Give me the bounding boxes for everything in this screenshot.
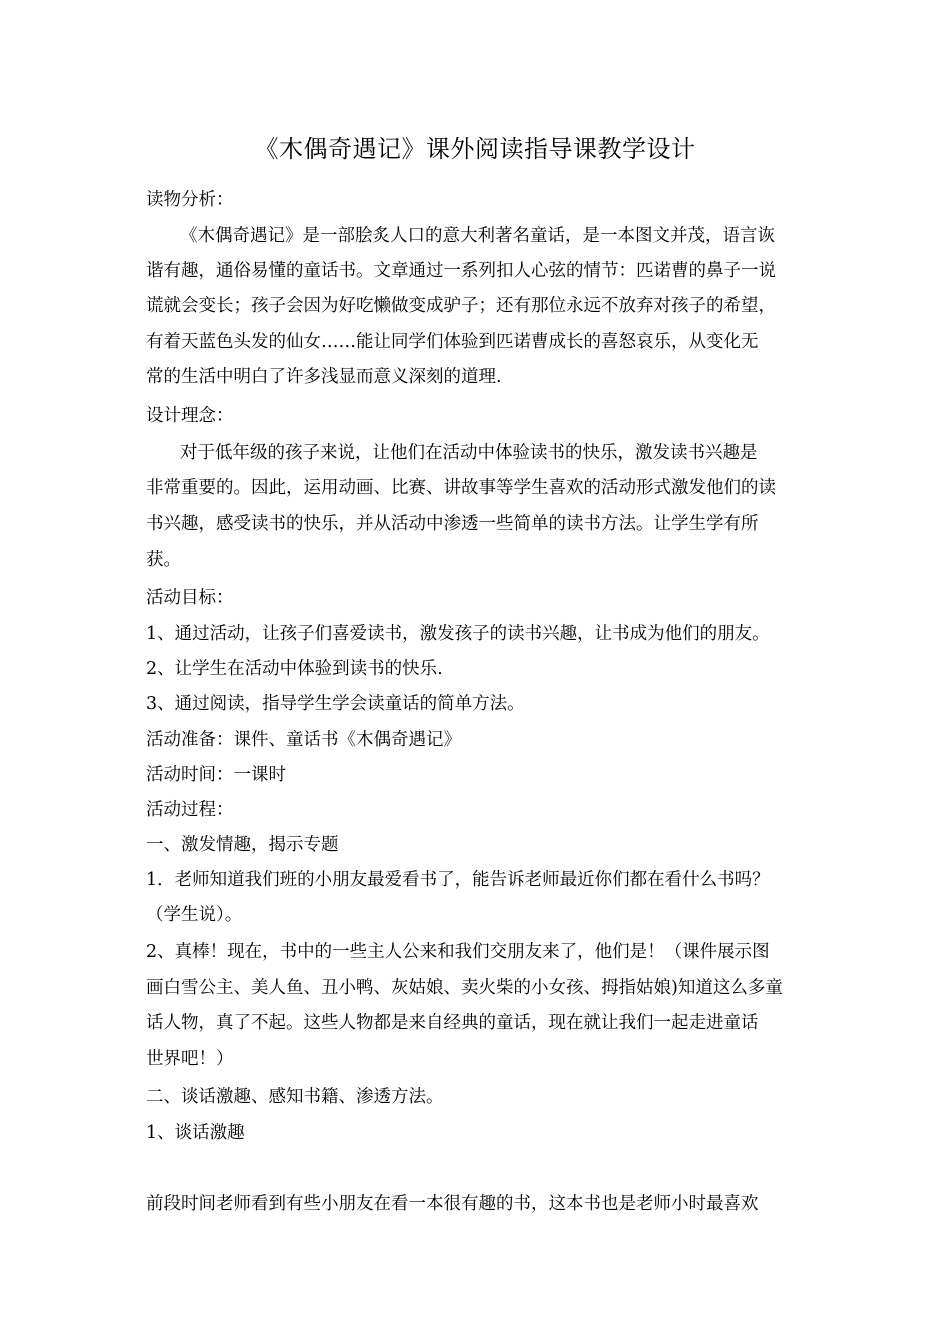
section-heading: 读物分析： [146,190,234,210]
section-heading: 设计理念： [146,406,234,426]
section-heading: 活动目标： [146,588,234,608]
list-item: 1、通过活动，让孩子们喜爱读书，激发孩子的读书兴趣，让书成为他们的朋友。 [146,624,770,644]
paragraph-line: 有着天蓝色头发的仙女……能让同学们体验到匹诺曹成长的喜怒哀乐，从变化无 [146,332,759,352]
paragraph-line: 世界吧！） [146,1049,234,1069]
paragraph-line: 谐有趣，通俗易懂的童话书。文章通过一系列扣人心弦的情节：匹诺曹的鼻子一说 [146,261,776,281]
paragraph-line: 非常重要的。因此，运用动画、比赛、讲故事等学生喜欢的活动形式激发他们的读 [146,478,776,498]
paragraph-line: （学生说）。 [146,905,243,925]
paragraph-line: 前段时间老师看到有些小朋友在看一本很有趣的书，这本书也是老师小时最喜欢 [146,1194,759,1214]
paragraph-line: 1．老师知道我们班的小朋友最爱看书了，能告诉老师最近你们都在看什么书吗？ [146,870,770,890]
subsection-heading: 二、谈话激趣、感知书籍、渗透方法。 [146,1087,444,1107]
paragraph-line: 画白雪公主、美人鱼、丑小鸭、灰姑娘、卖火柴的小女孩、拇指姑娘)知道这么多童 [146,978,783,998]
paragraph-line: 2、真棒！现在，书中的一些主人公来和我们交朋友来了，他们是！（课件展示图 [146,942,770,962]
paragraph-line: 对于低年级的孩子来说，让他们在活动中体验读书的快乐，激发读书兴趣是 [180,443,758,463]
paragraph-line: 常的生活中明白了许多浅显而意义深刻的道理. [146,367,502,387]
section-heading: 活动过程： [146,800,234,820]
section-heading: 活动时间：一课时 [146,765,286,785]
paragraph-line: 谎就会变长；孩子会因为好吃懒做变成驴子；还有那位永远不放弃对孩子的希望， [146,296,776,316]
document-title: 《木偶奇遇记》课外阅读指导课教学设计 [254,135,696,163]
paragraph-line: 话人物，真了不起。这些人物都是来自经典的童话，现在就让我们一起走进童话 [146,1013,759,1033]
paragraph-line: 书兴趣，感受读书的快乐，并从活动中渗透一些简单的读书方法。让学生学有所 [146,514,759,534]
list-item: 2、让学生在活动中体验到读书的快乐. [146,659,443,679]
subsection-heading: 1、谈话激趣 [146,1123,245,1143]
paragraph-line: 《木偶奇遇记》是一部脍炙人口的意大利著名童话，是一本图文并茂，语言诙 [180,226,775,246]
section-heading: 活动准备：课件、童话书《木偶奇遇记》 [146,730,461,750]
subsection-heading: 一、激发情趣，揭示专题 [146,835,339,855]
paragraph-line: 获。 [146,550,181,570]
list-item: 3、通过阅读，指导学生学会读童话的简单方法。 [146,694,525,714]
